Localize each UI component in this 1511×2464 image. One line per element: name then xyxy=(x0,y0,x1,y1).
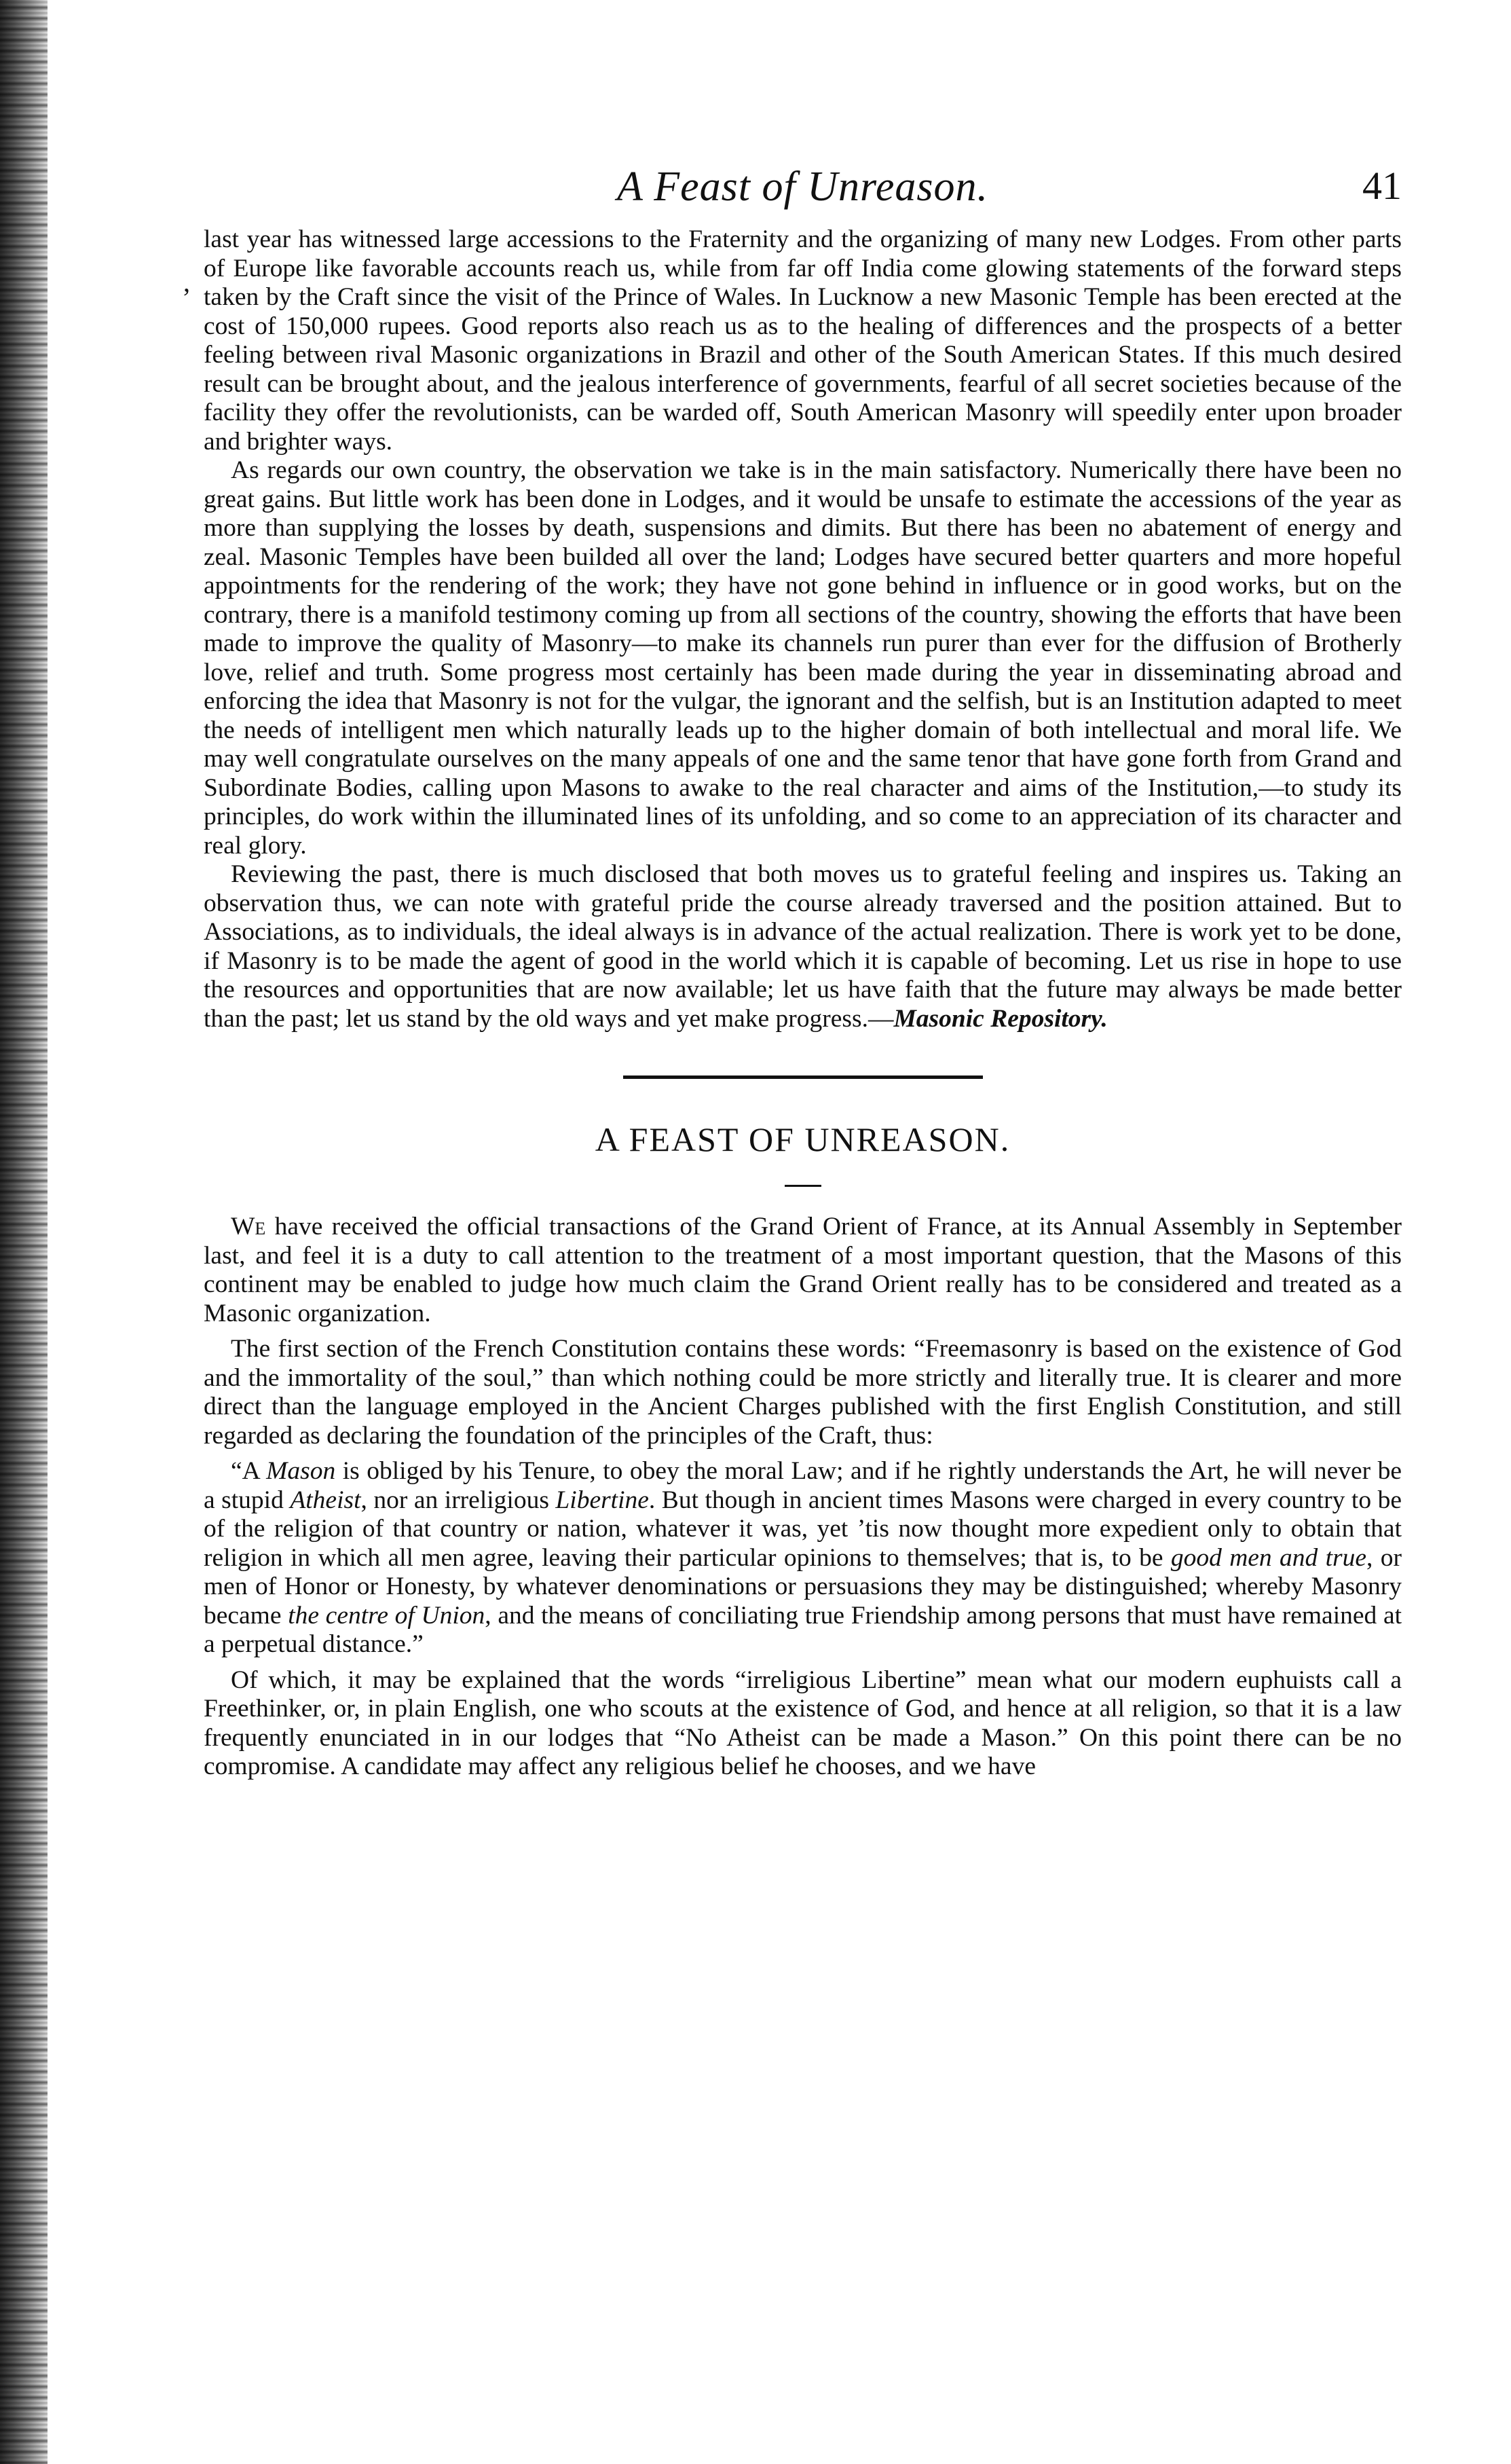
page xyxy=(204,163,1402,1782)
quote-italic-atheist: Atheist xyxy=(290,1486,361,1514)
quote-italic-good-men: good men and true xyxy=(1170,1543,1367,1572)
running-header xyxy=(204,163,1402,217)
section-divider xyxy=(623,1075,983,1079)
paragraph-french-constitution: The first section of the French Constitution contains these words: “Freemasonry is based on the existence of God and the immortality of the soul,” than which nothing could be more strictly and literally true. It is clearer and more direct than the language employed in the Ancient Charges published with the first English Constitution, and still regarded as declaring the foundation of the principles of the Craft, thus: xyxy=(204,1335,1402,1450)
running-title: A Feast of Unreason. xyxy=(617,164,988,210)
continued-article xyxy=(204,225,1402,1033)
paragraph-reviewing xyxy=(204,860,1402,1033)
reviewing-text: Reviewing the past, there is much disclosed that both moves us to grateful feeling and inspires us. Taking an observation thus, we can note with grateful pride the course already traversed and the position attained. But to Associations, as to individuals, the ideal always is in advance of the actual realization. There is work yet to be done, if Masonry is to be made the agent of good in the world which it is capable of becoming. Let us rise in hope to use the resources and opportunities that are now available; let us have faith that the future may always be made better than the past; let us stand by the old ways and yet make progress.— xyxy=(204,860,1402,1033)
ancient-charges-quote: “A Mason is obliged by his Tenure, to obey the moral Law; and if he rightly understands the Art, he will never be a stupid Atheist, nor an irreligious Libertine. But though in ancient times Masons were charged in every country to be of the religion of that country or nation, whatever it was, yet ’tis now thought more expedient only to obtain that religion in which all men agree, leaving their particular opinions to themselves; that is, to be good men and true, or men of Honor or Honesty, by whatever denominations or persuasions they may be distinguished; whereby Masonry became the centre of Union, and the means of conciliating true Friendship among persons that must have remained at a perpetual distance.” xyxy=(204,1457,1402,1658)
book-spine-edge xyxy=(0,0,48,2464)
drop-cap-word: We xyxy=(231,1213,266,1240)
quote-italic-libertine: Libertine xyxy=(555,1486,649,1514)
paragraph-our-country: As regards our own country, the observation we take is in the main satisfactory. Numerically there have been no great gains. But little work has been done in Lodges, and it would be unsafe to estimate the accessions of the year as more than supplying the losses by death, suspensions and dimits. But there has been no abatement of energy and zeal. Masonic Temples have been builded all over the land; Lodges have secured better quarters and more hopeful appointments for the rendering of the work; they have not gone behind in influence or in good works, but on the contrary, there is a manifold testimony coming up from all sections of the country, showing the efforts that have been made to improve the quality of Masonry—to make its channels run purer than ever for the diffusion of Brotherly love, relief and truth. Some progress most certainly has been made during the year in disseminating abroad and enforcing the idea that Masonry is not for the vulgar, the ignorant and the selfish, but is an Institution adapted to meet the needs of intelligent men which naturally leads up to the higher domain of both intellectual and moral life. We may well congratulate ourselves on the many appeals of one and the same tenor that have gone forth from Grand and Subordinate Bodies, calling upon Masons to awake to the real character and aims of the Institution,—to study its principles, do work within the illuminated lines of its unfolding, and so come to an appreciation of its character and real glory. xyxy=(204,456,1402,860)
article-body xyxy=(204,1213,1402,1782)
paragraph-grand-orient xyxy=(204,1213,1402,1328)
quote-italic-centre-of-union: the centre of Union xyxy=(288,1601,485,1630)
margin-mark: , xyxy=(183,267,190,297)
paragraph-grand-orient-text: have received the official transactions of the Grand Orient of France, at its Annual Assembly in September last, and feel it is a duty to call attention to the treatment of a most important question, that the Masons of this continent may be enabled to judge how much claim the Grand Orient really has to be considered and treated as a Masonic organization. xyxy=(204,1213,1402,1327)
source-signoff: Masonic Repository. xyxy=(893,1004,1108,1033)
article-title: A FEAST OF UNREASON. xyxy=(595,1120,1011,1158)
page-number: 41 xyxy=(1362,164,1402,208)
paragraph-continued: last year has witnessed large accessions to the Fraternity and the organizing of many new Lodges. From other parts of Europe like favorable accounts reach us, while from far off India come glowing statements of the forward steps taken by the Craft since the visit of the Prince of Wales. In Lucknow a new Masonic Temple has been erected at the cost of 150,000 rupees. Good reports also reach us as to the healing of differences and the prospects of a better feeling between rival Masonic organizations in Brazil and other of the South American States. If this much desired result can be brought about, and the jealous interference of governments, fearful of all secret societies because of the facility they offer the revolutionists, can be warded off, South American Masonry will speedily enter upon broader and brighter ways. xyxy=(204,225,1402,456)
quote-italic-mason: Mason xyxy=(266,1457,336,1485)
title-underline xyxy=(785,1185,821,1187)
paragraph-irreligious-libertine: Of which, it may be explained that the words “irreligious Libertine” mean what our modern euphuists call a Freethinker, or, in plain English, one who scouts at the existence of God, and hence at all religion, so that it is a law frequently enunciated in in our lodges that “No Atheist can be made a Mason.” On this point there can be no compromise. A candidate may affect any religious belief he chooses, and we have xyxy=(204,1666,1402,1780)
